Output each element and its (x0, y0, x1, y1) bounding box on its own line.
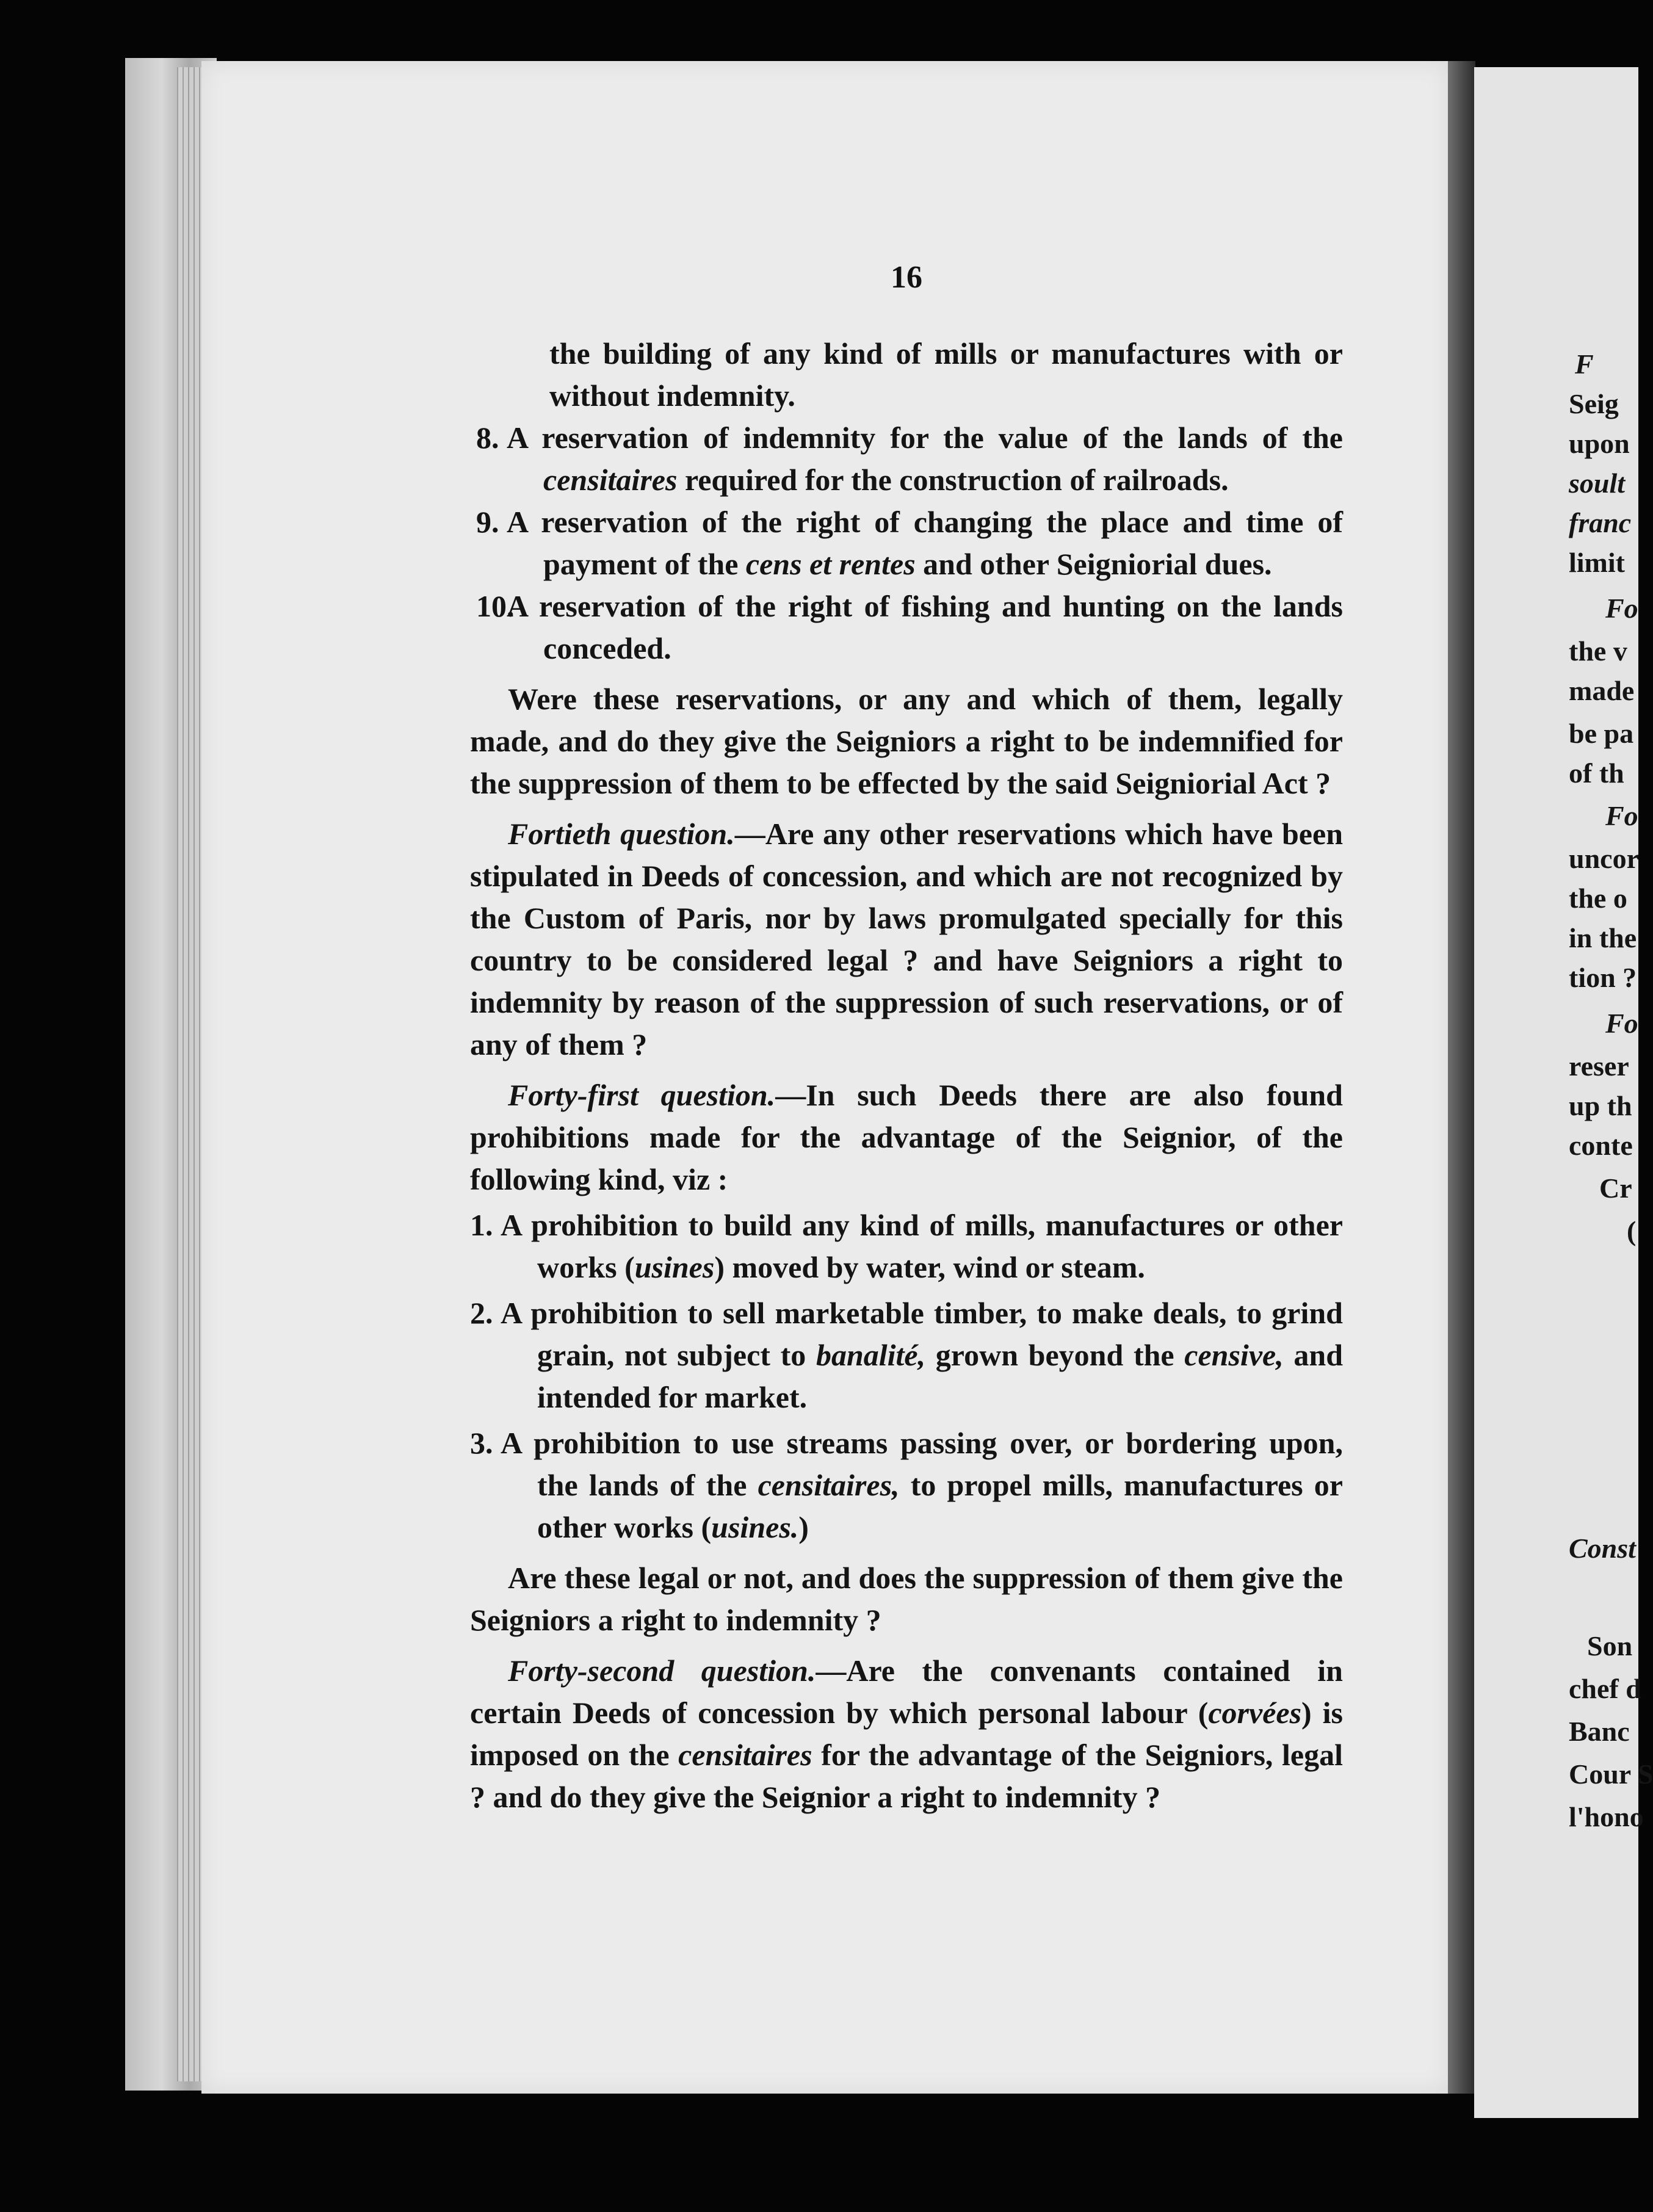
prohibition-item-2: 2. A prohibition to sell marketable timber, to make deals, to grind grain, not subject to banalité, grown beyond the censive, and intended for market. (470, 1296, 1344, 1414)
fragment: the o (1569, 883, 1627, 914)
continued-item: the building of any kind of mills or manufactures with or without indemnity. (549, 336, 1343, 413)
page-body (470, 333, 1344, 1818)
fragment: chef d (1569, 1673, 1641, 1704)
fragment: made (1569, 675, 1635, 706)
fragment: Banc (1569, 1716, 1630, 1747)
page-number: 16 (891, 260, 922, 295)
fragment: soult (1569, 468, 1626, 499)
fragment: Cr (1599, 1173, 1632, 1204)
fragment: be pa (1569, 718, 1634, 749)
fragment: Fo (1605, 800, 1638, 831)
fragment: franc (1569, 507, 1632, 538)
fragment: ( (1627, 1215, 1637, 1246)
forty-second-question: Forty-second question.—Are the convenants contained in certain Deeds of concession by which personal labour (corvées) is imposed on the censitaires for the advantage of the Seigniors, legal ? and do they give the Seignior a right to indemnity ? (470, 1654, 1343, 1814)
fragment: Const (1569, 1533, 1636, 1564)
fragment: uncor (1569, 843, 1639, 874)
fragment: Cour S (1569, 1758, 1653, 1790)
fragment: tion ? (1569, 962, 1637, 993)
fortieth-question: Fortieth question.—Are any other reservations which have been stipulated in Deeds of concession, and which are not recognized by the Custom of Paris, nor by laws promulgated specially for this country to be considered legal ? and have Seigniors a right to indemnity by reason of the suppression of such reservations, or of any of them ? (470, 817, 1343, 1061)
fragment: F (1575, 349, 1594, 380)
prohibition-item-1: 1. A prohibition to build any kind of mills, manufactures or other works (usines) moved by water, wind or steam. (470, 1208, 1343, 1284)
question-label: Forty-second question. (508, 1654, 816, 1688)
reservation-item-8: 8. A reservation of indemnity for the value of the lands of the censitaires required for the construction of railroads. (476, 421, 1343, 497)
fragment: Son (1587, 1630, 1633, 1661)
fragment: reser (1569, 1050, 1629, 1082)
page-gutter-shadow (1448, 61, 1475, 2094)
fragment: in the (1569, 922, 1637, 953)
reservation-item-10: 10. A reservation of the right of fishing and hunting on the lands conceded. (476, 589, 1343, 665)
fragment: l'hono (1569, 1801, 1644, 1832)
fragment: up th (1569, 1090, 1632, 1121)
fragment: Fo (1605, 1008, 1638, 1039)
fragment: conte (1569, 1130, 1633, 1161)
fragment: of th (1569, 757, 1624, 789)
question-label: Forty-first question. (508, 1078, 776, 1112)
fragment: the v (1569, 635, 1627, 667)
fragment: Fo (1605, 593, 1638, 624)
question-label: Fortieth question. (508, 817, 735, 851)
prohibition-item-3: 3. A prohibition to use streams passing over, or bordering upon, the lands of the censitaires, to propel mills, manufactures or other works (usines.) (470, 1426, 1343, 1544)
forty-first-question: Forty-first question.—In such Deeds there are also found prohibitions made for the advantage of the Seignior, of the following kind, viz : (470, 1078, 1343, 1196)
fragment: limit (1569, 547, 1625, 578)
legality-paragraph: Are these legal or not, and does the suppression of them give the Seigniors a right to indemnity ? (470, 1561, 1343, 1637)
reservations-paragraph: Were these reservations, or any and which of them, legally made, and do they give the Seigniors a right to be indemnified for the suppression of them to be effected by the said Seigniorial Act ? (470, 682, 1343, 800)
reservation-item-9: 9. A reservation of the right of changing the place and time of payment of the cens et rentes and other Seigniorial dues. (476, 505, 1343, 581)
fragment: Seig (1569, 388, 1619, 419)
fragment: upon (1569, 428, 1630, 459)
